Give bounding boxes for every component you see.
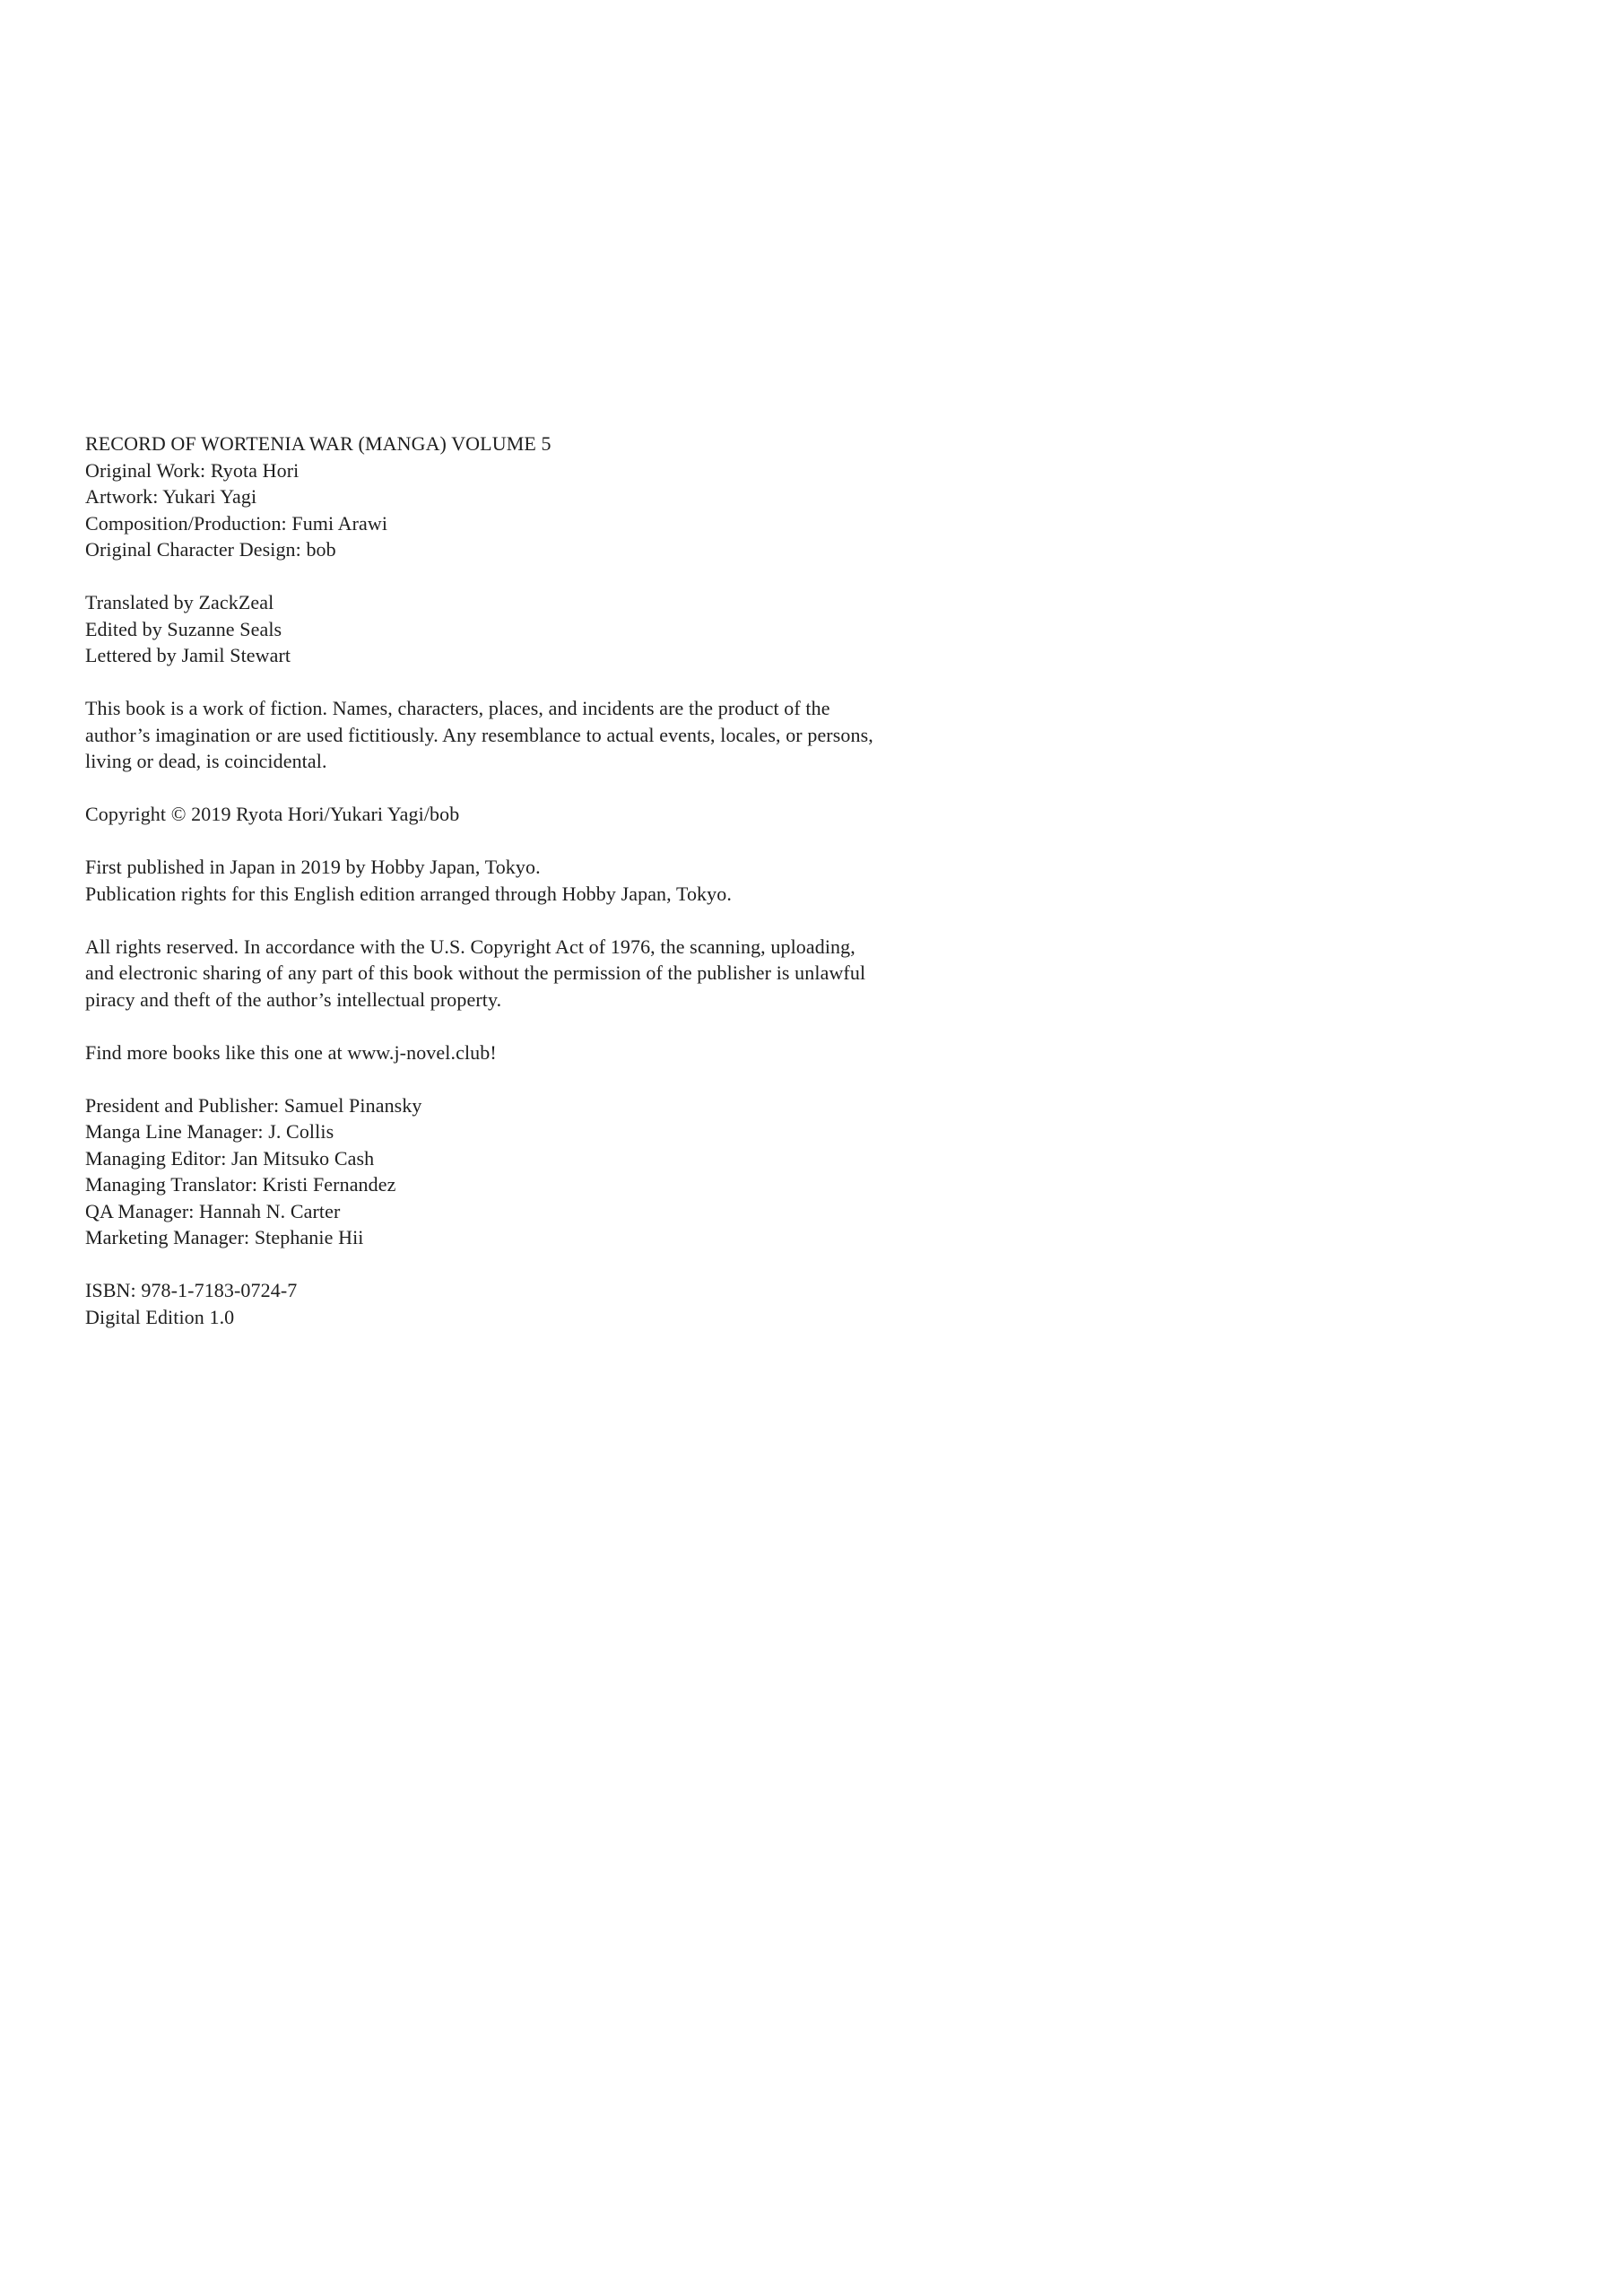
- promo-block: [85, 1039, 892, 1066]
- digital-edition-line: Digital Edition 1.0: [85, 1305, 235, 1328]
- credit-managing-translator: Managing Translator: Kristi Fernandez: [85, 1173, 396, 1196]
- credit-marketing-manager: Marketing Manager: Stephanie Hii: [85, 1226, 364, 1248]
- isbn-line: ISBN: 978-1-7183-0724-7: [85, 1279, 298, 1301]
- first-published-line: First published in Japan in 2019 by Hobby Japan, Tokyo.: [85, 856, 541, 878]
- rights-notice-text: All rights reserved. In accordance with the U.S. Copyright Act of 1976, the scanning, uploading, and electronic sharing of any part of this book without the permission of the publisher is unlawful piracy and theft of the author’s intellectual property.: [85, 935, 871, 1011]
- copyright-line: Copyright © 2019 Ryota Hori/Yukari Yagi/bob: [85, 803, 460, 825]
- promo-line: Find more books like this one at www.j-novel.club!: [85, 1040, 497, 1064]
- rights-notice-block: [85, 934, 892, 1013]
- publication-block: [85, 854, 892, 907]
- localization-credits-block: [85, 589, 892, 669]
- credit-qa-manager: QA Manager: Hannah N. Carter: [85, 1199, 341, 1222]
- credit-president-publisher: President and Publisher: Samuel Pinansky: [85, 1093, 422, 1117]
- colophon-text-area: [85, 430, 892, 1330]
- credit-editor: Edited by Suzanne Seals: [85, 617, 282, 640]
- publication-rights-line: Publication rights for this English edition arranged through Hobby Japan, Tokyo.: [85, 882, 732, 905]
- work-credits-block: [85, 430, 892, 563]
- credit-artwork: Artwork: Yukari Yagi: [85, 485, 257, 508]
- credit-character-design: Original Character Design: bob: [85, 538, 336, 561]
- credit-letterer: Lettered by Jamil Stewart: [85, 644, 291, 666]
- credit-managing-editor: Managing Editor: Jan Mitsuko Cash: [85, 1146, 375, 1170]
- credit-original-work: Original Work: Ryota Hori: [85, 458, 300, 482]
- staff-credits-block: [85, 1092, 892, 1251]
- credit-translator: Translated by ZackZeal: [85, 591, 274, 613]
- credit-composition-production: Composition/Production: Fumi Arawi: [85, 511, 388, 535]
- fiction-disclaimer-text: This book is a work of fiction. Names, characters, places, and incidents are the product of the author’s imagination or are used fictitiously. Any resemblance to actual events, locales, or persons, living or dead, is coincidental.: [85, 697, 879, 772]
- edition-info-block: [85, 1277, 892, 1330]
- copyright-block: [85, 801, 892, 828]
- book-title: RECORD OF WORTENIA WAR (MANGA) VOLUME 5: [85, 432, 551, 455]
- fiction-disclaimer-block: [85, 695, 892, 775]
- credit-manga-line-manager: Manga Line Manager: J. Collis: [85, 1120, 334, 1143]
